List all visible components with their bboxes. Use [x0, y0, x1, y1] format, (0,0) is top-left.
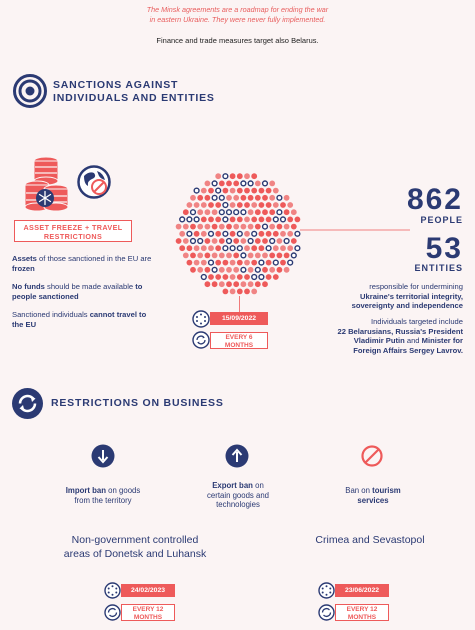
cluster-dot-95 — [212, 224, 218, 230]
cluster-dot-127 — [198, 239, 203, 244]
cluster-dot-152 — [259, 245, 265, 251]
cluster-dot-201 — [277, 267, 283, 273]
snowflake-icon — [35, 188, 55, 208]
renew-cycle-icon — [104, 604, 121, 621]
cluster-dot-12 — [248, 181, 253, 186]
cluster-dot-210 — [252, 275, 257, 280]
cluster-dot-79 — [223, 217, 228, 222]
cluster-dot-227 — [251, 289, 257, 295]
cluster-dot-50 — [244, 202, 250, 208]
cluster-dot-188 — [288, 260, 293, 265]
cluster-dot-20 — [223, 188, 229, 194]
cluster-dot-120 — [273, 231, 279, 237]
cluster-dot-221 — [255, 281, 261, 287]
ban-icon — [360, 444, 384, 468]
cluster-dot-28 — [190, 195, 196, 201]
cluster-dot-5 — [251, 173, 257, 179]
cluster-dot-222 — [262, 281, 268, 287]
cluster-dot-211 — [259, 275, 264, 280]
cluster-dot-163 — [219, 253, 225, 259]
cluster-dot-66 — [248, 209, 254, 215]
cluster-dot-143 — [194, 245, 200, 251]
cluster-dot-68 — [262, 209, 268, 215]
cluster-dot-196 — [241, 267, 246, 272]
cluster-dot-122 — [287, 231, 293, 237]
cluster-dot-158 — [183, 253, 189, 259]
cluster-dot-215 — [212, 281, 218, 287]
cluster-dot-161 — [205, 253, 211, 259]
cluster-dot-123 — [295, 231, 300, 236]
cluster-dot-104 — [277, 224, 283, 230]
eu-calendar-icon — [318, 582, 335, 599]
cluster-dot-31 — [212, 195, 217, 200]
cluster-dot-179 — [223, 260, 229, 266]
cluster-dot-131 — [227, 239, 232, 244]
assets-frozen-text: Assets of those sanctioned in the EU are frozen — [12, 254, 152, 273]
tourism-ban-text: Ban on tourism services — [345, 486, 401, 505]
cluster-dot-85 — [266, 217, 272, 223]
cluster-dot-207 — [230, 274, 236, 280]
cluster-dot-103 — [269, 224, 275, 230]
cluster-dot-111 — [209, 231, 214, 236]
cluster-dot-36 — [248, 195, 254, 201]
cluster-dot-17 — [201, 188, 207, 194]
cluster-dot-14 — [263, 181, 268, 186]
cluster-dot-217 — [226, 281, 232, 287]
cluster-dot-118 — [259, 231, 265, 237]
cluster-dot-135 — [255, 238, 261, 244]
cluster-dot-51 — [251, 202, 257, 208]
cluster-dot-162 — [212, 253, 218, 259]
cluster-dot-32 — [219, 195, 224, 200]
cluster-dot-202 — [284, 267, 290, 273]
cluster-dot-110 — [201, 231, 207, 237]
cluster-dot-145 — [208, 245, 214, 251]
cluster-dot-115 — [237, 231, 242, 236]
cluster-dot-160 — [197, 253, 203, 259]
cluster-dot-21 — [230, 188, 236, 194]
cluster-dot-164 — [226, 253, 232, 259]
cluster-dot-102 — [263, 224, 268, 229]
cluster-dot-37 — [255, 195, 261, 201]
cluster-dot-49 — [237, 202, 243, 208]
cluster-dot-16 — [194, 188, 199, 193]
cluster-dot-106 — [291, 224, 297, 230]
cluster-dot-146 — [215, 245, 221, 251]
cluster-dot-22 — [237, 188, 243, 194]
cluster-dot-27 — [273, 188, 279, 194]
cluster-dot-220 — [248, 281, 254, 287]
asset-freeze-badge: ASSET FREEZE + TRAVEL RESTRICTIONS — [14, 220, 132, 242]
cluster-dot-199 — [262, 267, 268, 273]
cluster-dot-90 — [176, 224, 182, 230]
refresh-icon — [12, 388, 43, 419]
cluster-dot-182 — [244, 260, 250, 266]
eu-calendar-icon — [192, 310, 210, 328]
cluster-dot-91 — [183, 224, 189, 230]
cluster-dot-101 — [255, 224, 261, 230]
cluster-dot-52 — [259, 202, 265, 208]
cluster-dot-23 — [244, 188, 250, 194]
export-arrow-up-icon — [225, 444, 249, 468]
cluster-dot-153 — [266, 246, 271, 251]
cluster-dot-2 — [230, 173, 236, 179]
cluster-dot-69 — [269, 209, 275, 215]
cluster-dot-205 — [215, 274, 221, 280]
cluster-dot-44 — [201, 202, 207, 208]
cluster-dot-60 — [205, 209, 211, 215]
cluster-dot-99 — [241, 224, 247, 230]
cluster-dot-178 — [215, 260, 221, 266]
crimea-renewal-period-badge: EVERY 12 MONTHS — [335, 604, 389, 621]
cluster-dot-38 — [262, 195, 268, 201]
cluster-dot-108 — [187, 231, 192, 236]
cluster-dot-78 — [215, 217, 221, 223]
cluster-dot-65 — [241, 210, 246, 215]
cluster-dot-81 — [237, 217, 243, 223]
cluster-dot-4 — [244, 173, 250, 179]
cluster-dot-144 — [201, 245, 207, 251]
renew-cycle-icon — [318, 604, 335, 621]
cluster-dot-116 — [244, 231, 250, 237]
cluster-dot-190 — [197, 267, 203, 273]
cluster-dot-83 — [251, 217, 257, 223]
cluster-dot-183 — [251, 260, 257, 266]
cluster-dot-1 — [223, 174, 228, 179]
cluster-dot-47 — [223, 203, 228, 208]
cluster-dot-113 — [223, 231, 228, 236]
sanctioned-dots-cluster — [172, 166, 306, 300]
cluster-dot-185 — [266, 260, 272, 266]
cluster-dot-176 — [201, 260, 207, 266]
cluster-dot-175 — [194, 260, 200, 266]
cluster-dot-187 — [280, 260, 286, 266]
cluster-dot-9 — [226, 181, 232, 187]
cluster-dot-25 — [259, 188, 265, 194]
cluster-dot-157 — [295, 246, 300, 251]
cluster-dot-181 — [237, 260, 243, 266]
cluster-dot-128 — [205, 238, 211, 244]
cluster-dot-191 — [205, 267, 211, 273]
cluster-dot-224 — [230, 289, 236, 295]
cluster-dot-48 — [230, 202, 236, 208]
cluster-dot-142 — [187, 245, 193, 251]
cluster-dot-82 — [244, 217, 250, 223]
cluster-dot-151 — [251, 245, 257, 251]
cluster-dot-124 — [176, 238, 182, 244]
cluster-dot-168 — [255, 253, 261, 259]
cluster-dot-96 — [219, 224, 225, 230]
cluster-dot-34 — [233, 195, 239, 201]
cluster-dot-170 — [269, 253, 275, 259]
cluster-dot-7 — [212, 181, 217, 186]
cluster-dot-203 — [201, 275, 206, 280]
cluster-dot-29 — [197, 195, 203, 201]
cluster-dot-189 — [190, 267, 196, 273]
responsible-text: responsible for undermining Ukraine's territorial integrity, sovereignty and independence — [351, 282, 463, 310]
target-icon — [13, 74, 47, 108]
cluster-dot-19 — [216, 188, 221, 193]
cluster-dot-184 — [259, 260, 264, 265]
cluster-dot-186 — [273, 260, 278, 265]
cluster-dot-8 — [219, 181, 225, 187]
cluster-dot-55 — [280, 202, 286, 208]
cluster-dot-125 — [183, 238, 189, 244]
no-funds-text: No funds should be made available to people sanctioned — [12, 282, 143, 301]
cluster-dot-166 — [241, 253, 246, 258]
import-ban-text: Import ban on goods from the territory — [65, 486, 141, 505]
entities-label: ENTITIES — [414, 263, 463, 273]
cluster-dot-72 — [291, 209, 297, 215]
cluster-dot-141 — [179, 245, 185, 251]
export-ban-text: Export ban on certain goods and technologies — [207, 481, 269, 509]
cluster-dot-218 — [233, 281, 239, 287]
cluster-dot-154 — [273, 245, 279, 251]
import-renewal-date-badge: 24/02/2023 — [121, 584, 175, 597]
cluster-dot-59 — [197, 209, 203, 215]
cluster-dot-136 — [262, 238, 268, 244]
region-crimea-sevastopol: Crimea and Sevastopol — [315, 534, 425, 546]
cluster-dot-140 — [291, 238, 297, 244]
cluster-dot-43 — [194, 202, 200, 208]
entities-count: 53 — [425, 232, 463, 265]
minsk-note: The Minsk agreements are a roadmap for ending the war in eastern Ukraine. They were never fully implemented. — [146, 5, 329, 24]
import-renewal-period-badge: EVERY 12 MONTHS — [121, 604, 175, 621]
cluster-dot-80 — [230, 217, 236, 223]
cluster-dot-61 — [212, 209, 218, 215]
cluster-dot-109 — [194, 231, 200, 237]
cluster-dot-40 — [277, 195, 282, 200]
cluster-dot-63 — [227, 210, 232, 215]
cluster-dot-64 — [234, 210, 239, 215]
cluster-dot-62 — [219, 210, 224, 215]
cluster-dot-92 — [190, 224, 196, 230]
targeted-individuals-text: Individuals targeted include 22 Belarusians, Russia's President Vladimir Putin and Minister for Foreign Affairs Sergey Lavrov. — [337, 317, 463, 355]
travel-ban-text: Sanctioned individuals cannot travel to the EU — [12, 310, 147, 329]
cluster-dot-24 — [251, 188, 257, 194]
renew-cycle-icon — [192, 331, 210, 349]
cluster-dot-87 — [281, 217, 286, 222]
cluster-dot-213 — [273, 274, 279, 280]
cluster-dot-126 — [191, 239, 196, 244]
cluster-dot-148 — [230, 246, 235, 251]
cluster-dot-45 — [208, 202, 214, 208]
people-count: 862 — [406, 183, 463, 216]
cluster-dot-54 — [273, 202, 279, 208]
cluster-dot-198 — [255, 267, 260, 272]
cluster-dot-56 — [287, 202, 293, 208]
cluster-dot-105 — [284, 224, 290, 230]
cluster-dot-219 — [241, 281, 247, 287]
cluster-dot-30 — [205, 195, 211, 201]
cluster-dot-212 — [266, 274, 272, 280]
eu-calendar-icon — [104, 582, 121, 599]
cluster-dot-70 — [277, 210, 282, 215]
cluster-dot-39 — [269, 195, 275, 201]
cluster-dot-192 — [212, 267, 217, 272]
cluster-dot-53 — [266, 202, 272, 208]
cluster-dot-15 — [269, 181, 275, 187]
cluster-dot-225 — [237, 289, 243, 295]
cluster-dot-130 — [219, 238, 225, 244]
cluster-dot-0 — [215, 173, 221, 179]
cluster-dot-13 — [255, 181, 261, 187]
renewal-period-badge: EVERY 6 MONTHS — [210, 332, 268, 349]
cluster-dot-74 — [187, 217, 192, 222]
cluster-dot-216 — [219, 281, 225, 287]
cluster-dot-42 — [187, 202, 193, 208]
cluster-dot-112 — [215, 231, 221, 237]
cluster-dot-3 — [237, 173, 243, 179]
cluster-dot-147 — [223, 246, 228, 251]
cluster-dot-200 — [269, 267, 275, 273]
cluster-dot-88 — [287, 217, 293, 223]
cluster-dot-156 — [287, 245, 293, 251]
cluster-dot-195 — [233, 267, 239, 273]
cluster-dot-73 — [180, 217, 185, 222]
cluster-dot-138 — [277, 238, 283, 244]
cluster-dot-57 — [183, 209, 189, 215]
cluster-dot-100 — [248, 224, 254, 230]
cluster-dot-209 — [244, 274, 250, 280]
cluster-dot-173 — [291, 253, 296, 258]
cluster-dot-86 — [273, 217, 278, 222]
cluster-dot-75 — [194, 217, 199, 222]
people-label: PEOPLE — [420, 215, 463, 225]
belarus-note: Finance and trade measures target also Belarus. — [156, 36, 319, 45]
cluster-dot-208 — [237, 274, 243, 280]
cluster-dot-206 — [223, 274, 229, 280]
region-donetsk-luhansk: Non-government controlled areas of Donetsk and Luhansk — [63, 534, 207, 560]
cluster-dot-67 — [255, 209, 261, 215]
cluster-dot-71 — [284, 209, 290, 215]
section-title-individuals: SANCTIONS AGAINST INDIVIDUALS AND ENTITIES — [53, 79, 215, 104]
cluster-dot-129 — [212, 238, 218, 244]
cluster-dot-114 — [230, 231, 236, 237]
cluster-dot-133 — [241, 238, 247, 244]
cluster-dot-107 — [179, 231, 185, 237]
cluster-dot-165 — [233, 253, 239, 259]
cluster-dot-117 — [252, 231, 257, 236]
cluster-dot-180 — [230, 260, 236, 266]
cluster-dot-84 — [259, 217, 265, 223]
cluster-dot-177 — [209, 260, 214, 265]
cluster-dot-139 — [284, 239, 289, 244]
import-arrow-down-icon — [91, 444, 115, 468]
cluster-dot-226 — [244, 289, 250, 295]
renewal-date-badge: 15/09/2022 — [210, 312, 268, 325]
cluster-dot-94 — [205, 224, 211, 230]
cluster-dot-89 — [295, 217, 301, 223]
cluster-dot-193 — [219, 267, 225, 273]
cluster-dot-33 — [226, 195, 232, 201]
cluster-dot-214 — [205, 281, 211, 287]
cluster-dot-97 — [226, 224, 232, 230]
cluster-dot-223 — [223, 289, 229, 295]
cluster-dot-35 — [241, 195, 247, 201]
cluster-dot-155 — [280, 245, 286, 251]
cluster-dot-150 — [244, 245, 250, 251]
cluster-dot-11 — [241, 181, 246, 186]
cluster-dot-10 — [233, 181, 239, 187]
crimea-renewal-date-badge: 23/06/2022 — [335, 584, 389, 597]
cluster-dot-149 — [237, 246, 242, 251]
cluster-dot-174 — [187, 260, 193, 266]
cluster-dot-194 — [226, 267, 232, 273]
cluster-dot-137 — [270, 239, 275, 244]
cluster-dot-26 — [266, 188, 272, 194]
cluster-dot-134 — [248, 239, 253, 244]
cluster-dot-46 — [215, 202, 221, 208]
cluster-dot-159 — [190, 253, 196, 259]
cluster-dot-119 — [266, 231, 272, 237]
cluster-dot-171 — [277, 253, 283, 259]
cluster-dot-18 — [208, 188, 214, 194]
cluster-dot-132 — [233, 238, 239, 244]
cluster-dot-121 — [280, 231, 286, 237]
cluster-dot-98 — [233, 224, 239, 230]
cluster-dot-77 — [208, 217, 214, 223]
cluster-dot-204 — [208, 274, 214, 280]
cluster-dot-41 — [284, 195, 290, 201]
connector-line — [300, 228, 410, 232]
cluster-dot-172 — [284, 253, 290, 259]
cluster-dot-6 — [205, 181, 211, 187]
cluster-dot-197 — [248, 267, 254, 273]
cluster-dot-58 — [191, 210, 196, 215]
cluster-dot-169 — [262, 253, 268, 259]
section-title-business: RESTRICTIONS ON BUSINESS — [51, 397, 224, 409]
no-travel-globe-icon — [77, 165, 111, 199]
cluster-dot-167 — [248, 253, 254, 259]
cluster-dot-76 — [201, 217, 207, 223]
cluster-dot-93 — [197, 224, 203, 230]
